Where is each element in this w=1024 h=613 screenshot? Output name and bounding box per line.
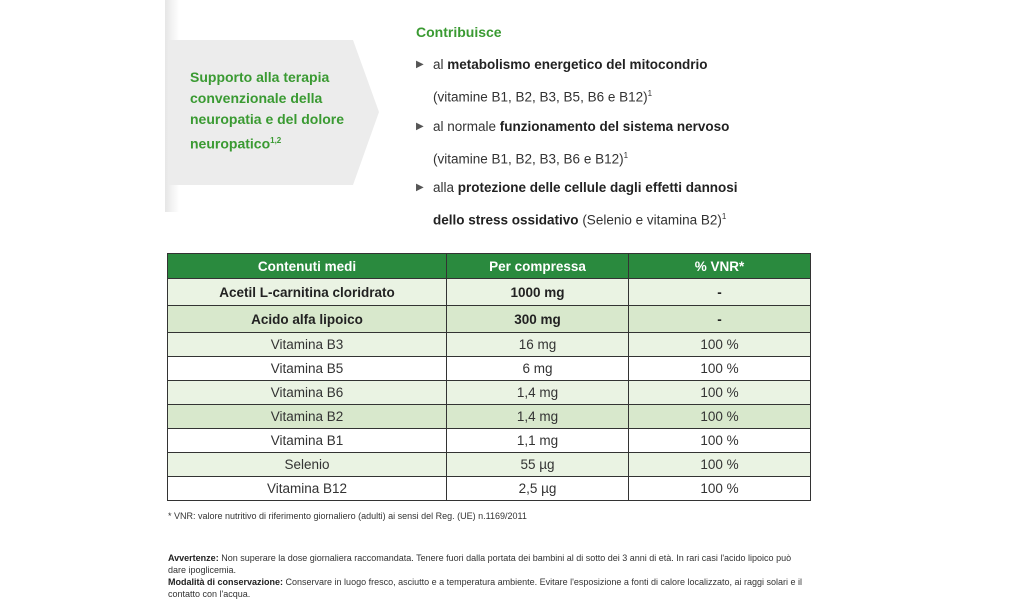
table-cell: 1000 mg [447, 279, 629, 306]
warnings-paragraph: Avvertenze: Non superare la dose giornaliera raccomandata. Tenere fuori dalla portata dei bambini al di sotto dei 3 anni di età. In rari casi l'acido lipoico può dare ipoglicemia. [168, 553, 792, 575]
table-cell: 100 % [629, 381, 811, 405]
table-cell: 100 % [629, 429, 811, 453]
column-header: Contenuti medi [168, 254, 447, 279]
table-cell: 100 % [629, 453, 811, 477]
contributes-title: Contribuisce [416, 24, 502, 40]
table-cell: - [629, 279, 811, 306]
claim-badge [168, 40, 378, 185]
table-cell: 2,5 µg [447, 477, 629, 501]
table-cell: Vitamina B2 [168, 405, 447, 429]
table-cell: 300 mg [447, 306, 629, 333]
table-cell: 1,1 mg [447, 429, 629, 453]
nutrition-table [167, 253, 811, 501]
contributes-section [416, 24, 846, 235]
table-cell: Vitamina B5 [168, 357, 447, 381]
column-header: Per compressa [447, 254, 629, 279]
table-row [168, 279, 811, 306]
table-row [168, 405, 811, 429]
table-cell: Acetil L-carnitina cloridrato [168, 279, 447, 306]
table-cell: Vitamina B1 [168, 429, 447, 453]
badge-text: Supporto alla terapia convenzionale della neuropatia e del dolore neuropatico$^{1,2}$ [190, 69, 345, 152]
table-cell: 100 % [629, 477, 811, 501]
table-cell: - [629, 306, 811, 333]
table-cell: 16 mg [447, 333, 629, 357]
table-cell: 1,4 mg [447, 405, 629, 429]
table-row [168, 453, 811, 477]
table-cell: 6 mg [447, 357, 629, 381]
bullet-item: ▶ al normale funzionamento del sistema nervoso (vitamine B1, B2, B3, B6 e B12)$^1$ [416, 112, 846, 174]
table-cell: 55 µg [447, 453, 629, 477]
table-cell: Vitamina B12 [168, 477, 447, 501]
table-row [168, 477, 811, 501]
table-row [168, 333, 811, 357]
table-cell: Selenio [168, 453, 447, 477]
table-row [168, 381, 811, 405]
table-cell: 100 % [629, 357, 811, 381]
vnr-footnote: * VNR: valore nutritivo di riferimento giornaliero (adulti) ai sensi del Reg. (UE) n.1169/2011 [168, 511, 527, 521]
storage-paragraph: Modalità di conservazione: Conservare in luogo fresco, asciutto e a temperatura ambiente. Evitare l'esposizione a fonti di calore localizzato, ai raggi solari e il contatto con l'acqua. [168, 577, 803, 599]
warnings-notes [168, 552, 808, 600]
table-row [168, 429, 811, 453]
table-cell: 100 % [629, 405, 811, 429]
table-cell: Vitamina B3 [168, 333, 447, 357]
badge-sup: 1,2 [270, 136, 282, 145]
bullet-item: ▶ al metabolismo energetico del mitocondrio (vitamine B1, B2, B3, B5, B6 e B12)$^1$ [416, 50, 846, 112]
table-cell: 100 % [629, 333, 811, 357]
triangle-bullet-icon: ▶ [416, 59, 424, 70]
triangle-bullet-icon: ▶ [416, 182, 424, 193]
table-cell: 1,4 mg [447, 381, 629, 405]
table-row [168, 306, 811, 333]
column-header: % VNR* [629, 254, 811, 279]
table-row [168, 357, 811, 381]
triangle-bullet-icon: ▶ [416, 120, 424, 132]
table-cell: Acido alfa lipoico [168, 306, 447, 333]
table-cell: Vitamina B6 [168, 381, 447, 405]
bullet-item: ▶ alla protezione delle cellule dagli effetti dannosi dello stress ossidativo (Selenio e vitamina B2)$^1$ [416, 173, 846, 235]
table-header-row [168, 254, 811, 279]
